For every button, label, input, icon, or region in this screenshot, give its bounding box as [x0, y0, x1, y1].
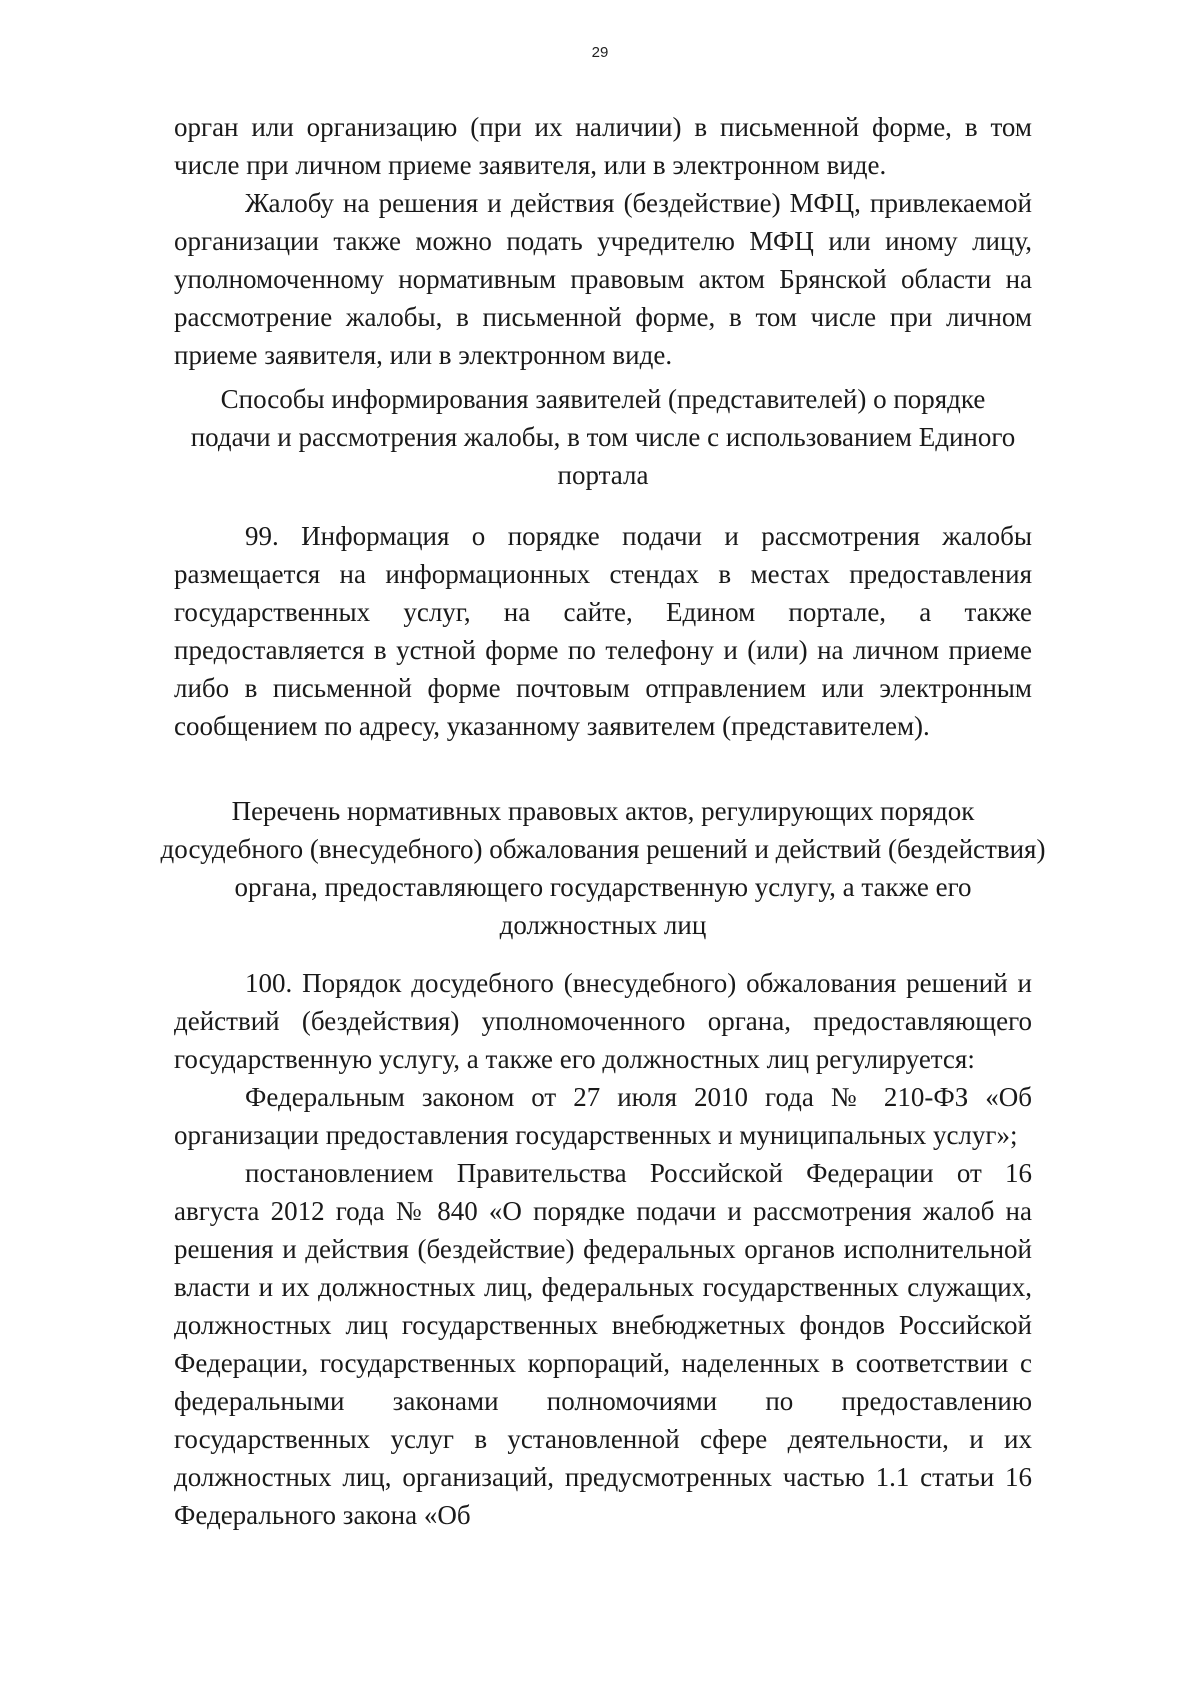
- text-block-3: [174, 964, 1032, 1534]
- heading-line: органа, предоставляющего государственную услугу, а также его: [234, 872, 972, 902]
- heading-line: должностных лиц: [499, 910, 707, 940]
- heading-line: подачи и рассмотрения жалобы, в том числе с использованием Единого: [190, 422, 1016, 452]
- text-block-2: [174, 517, 1032, 745]
- paragraph-federal-law: Федеральным законом от 27 июля 2010 года № 210-ФЗ «Об организации предоставления государственных и муниципальных услуг»;: [174, 1082, 1032, 1150]
- section-heading-legal-acts: [150, 792, 1056, 944]
- paragraph-99: 99. Информация о порядке подачи и рассмотрения жалобы размещается на информационных стендах в местах предоставления государственных услуг, на сайте, Едином портале, а также предоставляется в устной форме по телефону и (или) на личном приеме либо в письменной форме почтовым отправлением или электронным сообщением по адресу, указанному заявителем (представителем).: [174, 521, 1032, 741]
- paragraph-continuation: орган или организацию (при их наличии) в письменной форме, в том числе при личном приеме заявителя, или в электронном виде.: [174, 112, 1032, 180]
- paragraph-mfc-complaint: Жалобу на решения и действия (бездействие) МФЦ, привлекаемой организации также можно подать учредителю МФЦ или иному лицу, уполномоченному нормативным правовым актом Брянской области на рассмотрение жалобы, в письменной форме, в том числе при личном приеме заявителя, или в электронном виде.: [174, 188, 1032, 370]
- section-heading-informing: [174, 380, 1032, 494]
- heading-line: Способы информирования заявителей (представителей) о порядке: [220, 384, 986, 414]
- heading-line: портала: [557, 460, 649, 490]
- heading-line: досудебного (внесудебного) обжалования решений и действий (бездействия): [160, 834, 1046, 864]
- page-number: 29: [591, 44, 609, 61]
- paragraph-government-decree: постановлением Правительства Российской Федерации от 16 августа 2012 года № 840 «О порядке подачи и рассмотрения жалоб на решения и действия (бездействие) федеральных органов исполнительной власти и их должностных лиц, федеральных государственных служащих, должностных лиц государственных внебюджетных фондов Российской Федерации, государственных корпораций, наделенных в соответствии с федеральными законами полномочиями по предоставлению государственных услуг в установленной сфере деятельности, и их должностных лиц, организаций, предусмотренных частью 1.1 статьи 16 Федерального закона «Об: [174, 1158, 1032, 1530]
- text-block-1: [174, 108, 1032, 374]
- heading-line: Перечень нормативных правовых актов, регулирующих порядок: [231, 796, 975, 826]
- paragraph-100: 100. Порядок досудебного (внесудебного) обжалования решений и действий (бездействия) уполномоченного органа, предоставляющего государственную услугу, а также его должностных лиц регулируется:: [174, 968, 1032, 1074]
